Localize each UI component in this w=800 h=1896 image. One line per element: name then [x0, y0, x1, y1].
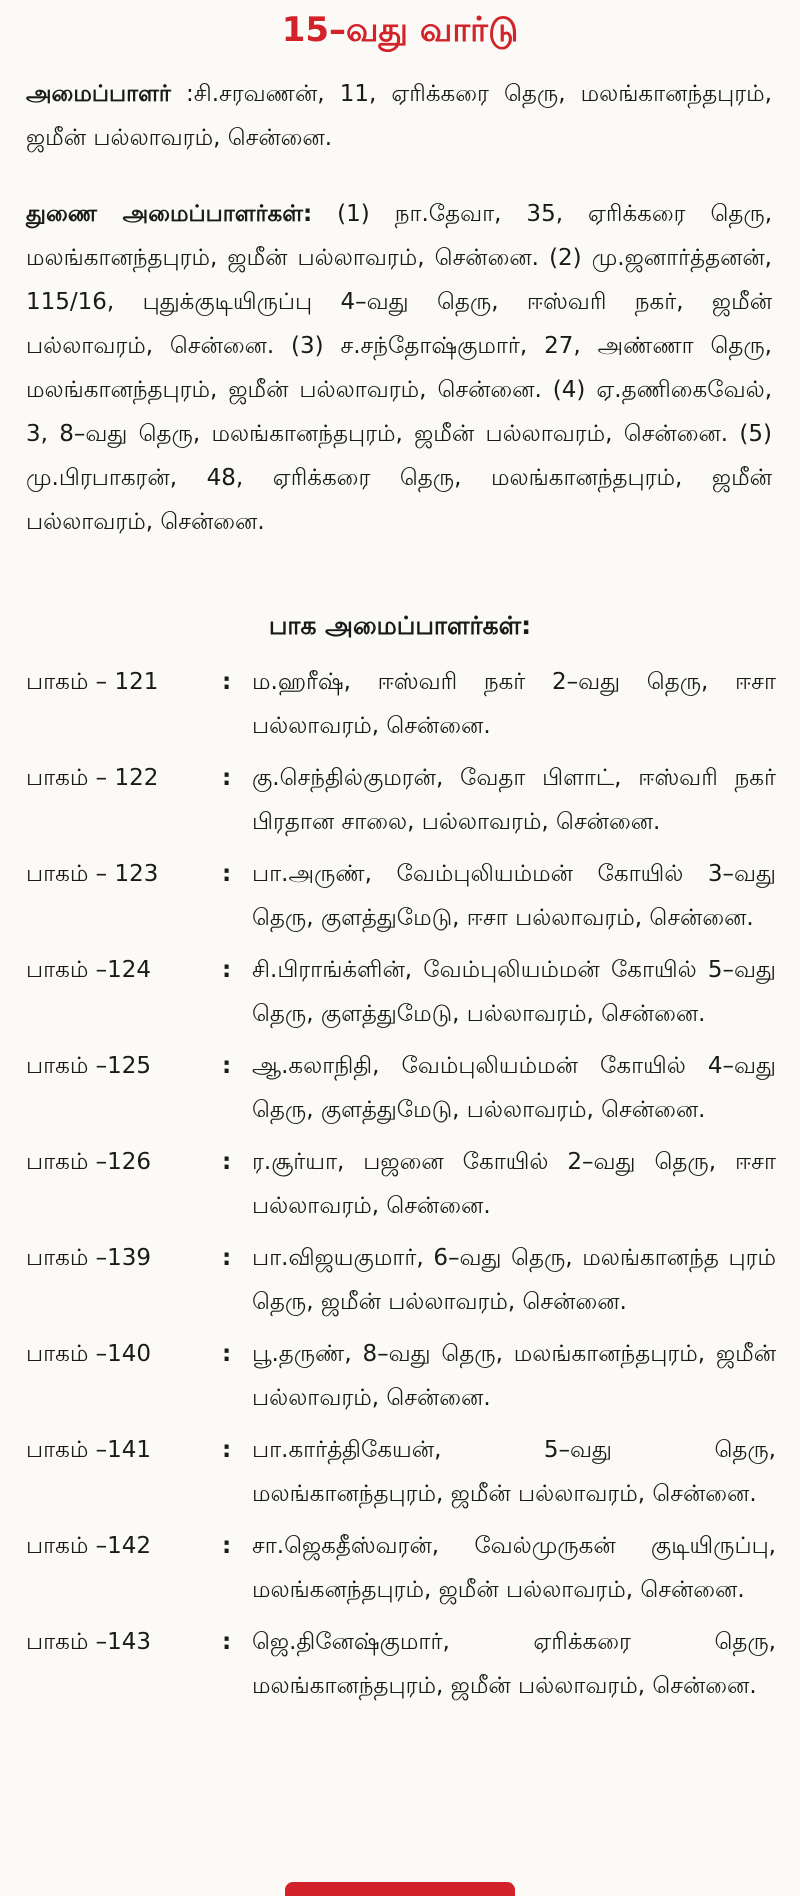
list-item	[26, 1140, 776, 1228]
separator-colon: :	[222, 765, 232, 791]
part-organizer-details: ர.சூர்யா, பஜனை கோயில் 2–வது தெரு, ஈசா பல்லாவரம், சென்னை.	[252, 1149, 776, 1219]
list-item	[26, 1332, 776, 1420]
part-number: பாகம் –140	[26, 1341, 152, 1367]
part-organizer-details: ஜெ.தினேஷ்குமார், ஏரிக்கரை தெரு, மலங்கானந்தபுரம், ஜமீன் பல்லாவரம், சென்னை.	[252, 1629, 776, 1699]
deputy-organizers-text: (1) நா.தேவா, 35, ஏரிக்கரை தெரு, மலங்கானந்தபுரம், ஜமீன் பல்லாவரம், சென்னை. (2) மு.ஜனார்த்தனன், 115/16, புதுக்குடியிருப்பு 4–வது தெரு, ஈஸ்வரி நகர், ஜமீன் பல்லாவரம், சென்னை. (3) ச.சந்தோஷ்குமார், 27, அண்ணா தெரு, மலங்கானந்தபுரம், ஜமீன் பல்லாவரம், சென்னை. (4) ஏ.தணிகைவேல், 3, 8–வது தெரு, மலங்கானந்தபுரம், ஜமீன் பல்லாவரம், சென்னை. (5) மு.பிரபாகரன், 48, ஏரிக்கரை தெரு, மலங்கானந்தபுரம், ஜமீன் பல்லாவரம், சென்னை.	[26, 201, 773, 535]
part-number: பாகம் –142	[26, 1533, 152, 1559]
separator-colon: :	[222, 957, 232, 983]
part-organizer-details: ஆ.கலாநிதி, வேம்புலியம்மன் கோயில் 4–வது தெரு, குளத்துமேடு, பல்லாவரம், சென்னை.	[252, 1053, 776, 1123]
part-number: பாகம் – 121	[26, 669, 159, 695]
part-organizers-list	[26, 660, 776, 1716]
part-number: பாகம் –143	[26, 1629, 152, 1655]
part-organizers-heading: பாக அமைப்பாளர்கள்:	[268, 611, 532, 640]
deputy-organizers-paragraph	[26, 192, 772, 544]
list-item	[26, 660, 776, 748]
part-organizer-details: கு.செந்தில்குமரன், வேதா பிளாட், ஈஸ்வரி நகர் பிரதான சாலை, பல்லாவரம், சென்னை.	[252, 765, 776, 835]
part-number: பாகம் –139	[26, 1245, 152, 1271]
separator-colon: :	[222, 1053, 232, 1079]
list-item	[26, 756, 776, 844]
deputy-organizers-label: துணை அமைப்பாளர்கள்:	[26, 201, 313, 227]
part-organizer-details: ம.ஹரீஷ், ஈஸ்வரி நகர் 2–வது தெரு, ஈசா பல்லாவரம், சென்னை.	[252, 669, 776, 739]
part-number: பாகம் –125	[26, 1053, 152, 1079]
part-organizer-details: பா.கார்த்திகேயன், 5–வது தெரு, மலங்கானந்தபுரம், ஜமீன் பல்லாவரம், சென்னை.	[252, 1437, 776, 1507]
separator-colon: :	[222, 1437, 232, 1463]
separator-colon: :	[222, 1245, 232, 1271]
separator-colon: :	[222, 1533, 232, 1559]
separator-colon: :	[222, 1149, 232, 1175]
cut-off-red-heading	[285, 1882, 515, 1896]
part-organizer-details: பா.அருண், வேம்புலியம்மன் கோயில் 3–வது தெரு, குளத்துமேடு, ஈசா பல்லாவரம், சென்னை.	[252, 861, 776, 931]
list-item	[26, 1524, 776, 1612]
ward-title: 15–வது வார்டு	[281, 10, 519, 50]
separator-colon: :	[222, 1629, 232, 1655]
part-number: பாகம் –124	[26, 957, 152, 983]
organizer-paragraph	[26, 72, 772, 160]
organizer-label: அமைப்பாளர்	[26, 81, 171, 107]
part-organizer-details: பூ.தருண், 8–வது தெரு, மலங்கானந்தபுரம், ஜமீன் பல்லாவரம், சென்னை.	[252, 1341, 776, 1411]
part-number: பாகம் – 123	[26, 861, 159, 887]
list-item	[26, 1620, 776, 1708]
part-number: பாகம் – 122	[26, 765, 159, 791]
part-organizer-details: சி.பிராங்க்ளின், வேம்புலியம்மன் கோயில் 5–வது தெரு, குளத்துமேடு, பல்லாவரம், சென்னை.	[252, 957, 776, 1027]
separator-colon: :	[222, 861, 232, 887]
list-item	[26, 1044, 776, 1132]
separator-colon: :	[222, 669, 232, 695]
part-number: பாகம் –126	[26, 1149, 152, 1175]
separator-colon: :	[222, 1341, 232, 1367]
part-organizer-details: பா.விஜயகுமார், 6–வது தெரு, மலங்கானந்த புரம் தெரு, ஜமீன் பல்லாவரம், சென்னை.	[252, 1245, 776, 1315]
part-number: பாகம் –141	[26, 1437, 152, 1463]
organizer-text: :சி.சரவணன், 11, ஏரிக்கரை தெரு, மலங்கானந்தபுரம், ஜமீன் பல்லாவரம், சென்னை.	[26, 81, 772, 151]
list-item	[26, 1428, 776, 1516]
list-item	[26, 1236, 776, 1324]
part-organizer-details: சா.ஜெகதீஸ்வரன், வேல்முருகன் குடியிருப்பு, மலங்கனந்தபுரம், ஜமீன் பல்லாவரம், சென்னை.	[252, 1533, 776, 1603]
list-item	[26, 948, 776, 1036]
next-heading-cutoff	[0, 1878, 800, 1896]
list-item	[26, 852, 776, 940]
